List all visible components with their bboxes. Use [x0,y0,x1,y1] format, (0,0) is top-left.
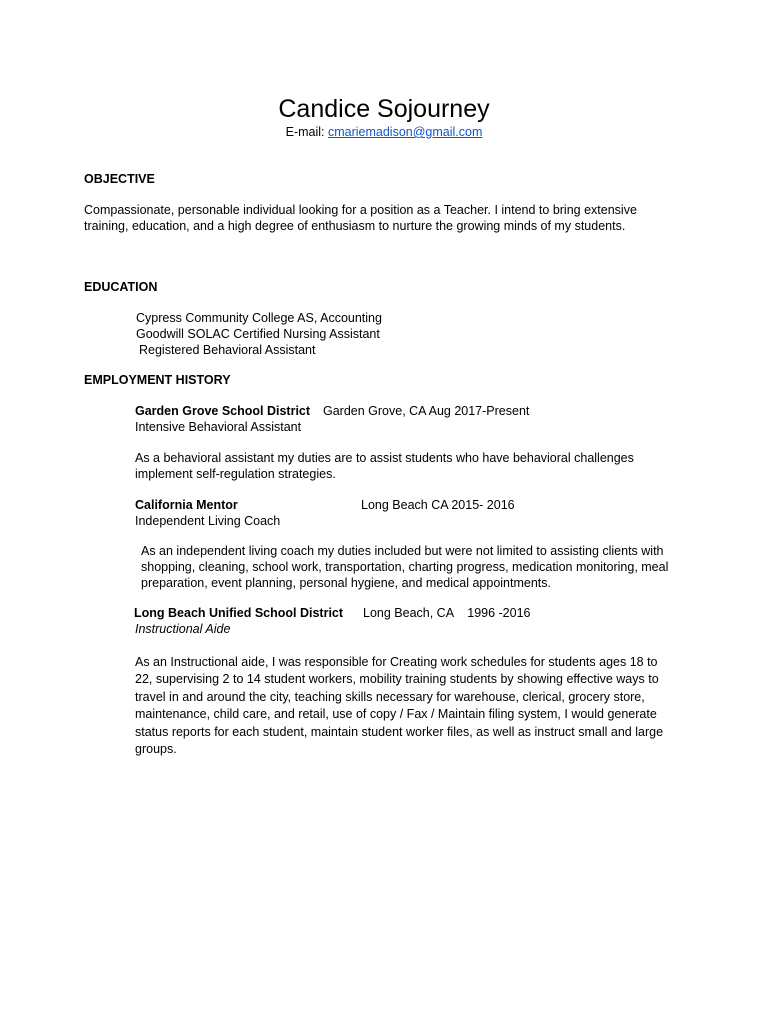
education-item: Goodwill SOLAC Certified Nursing Assistant [136,327,380,341]
job-title: Intensive Behavioral Assistant [135,420,302,434]
job-employer: California Mentor [135,498,238,512]
job-header [135,497,515,513]
objective-text: Compassionate, personable individual looking for a position as a Teacher. I intend to bring extensive training, education, and a high degree of enthusiasm to nurture the growing minds of my students. [84,203,637,233]
job-description: As an independent living coach my duties included but were not limited to assisting clients with shopping, cleaning, school work, transportation, charting progress, medication monitoring, meal preparation, event planning, personal hygiene, and medical appointments. [141,544,669,590]
job-employer: Long Beach Unified School District [134,606,344,620]
employment-heading: EMPLOYMENT HISTORY [84,373,231,387]
job-description: As a behavioral assistant my duties are to assist students who have behavioral challenges implement self-regulation strategies. [135,451,634,481]
job-title: Independent Living Coach [135,514,281,528]
job-header [134,605,531,621]
education-item: Cypress Community College AS, Accounting [136,311,382,325]
job-location-dates: Garden Grove, CA Aug 2017-Present [323,404,530,418]
job-location-dates: Long Beach, CA 1996 -2016 [363,606,531,620]
email-label: E-mail: [285,125,328,139]
job-location-dates: Long Beach CA 2015- 2016 [361,498,515,512]
email-link[interactable]: cmariemadison@gmail.com [327,125,483,139]
resume-name: Candice Sojourney [278,95,490,123]
job-description: As an Instructional aide, I was responsible for Creating work schedules for students ages 18 to 22, supervising 2 to 14 student workers, mobility training students by showing effective ways to travel in and around the city, teaching skills necessary for warehouse, clerical, grocery store, maintenance, child care, and retail, use of copy / Fax / Maintain filing system, I would generate status reports for each student, maintain student worker files, as well as instruct small and large groups. [135,655,664,757]
education-item: Registered Behavioral Assistant [139,343,316,357]
objective-heading: OBJECTIVE [84,172,155,186]
education-heading: EDUCATION [84,280,158,294]
job-employer: Garden Grove School District [135,404,311,418]
job-header [135,403,529,419]
email-line [0,124,768,140]
job-title: Instructional Aide [135,622,231,636]
